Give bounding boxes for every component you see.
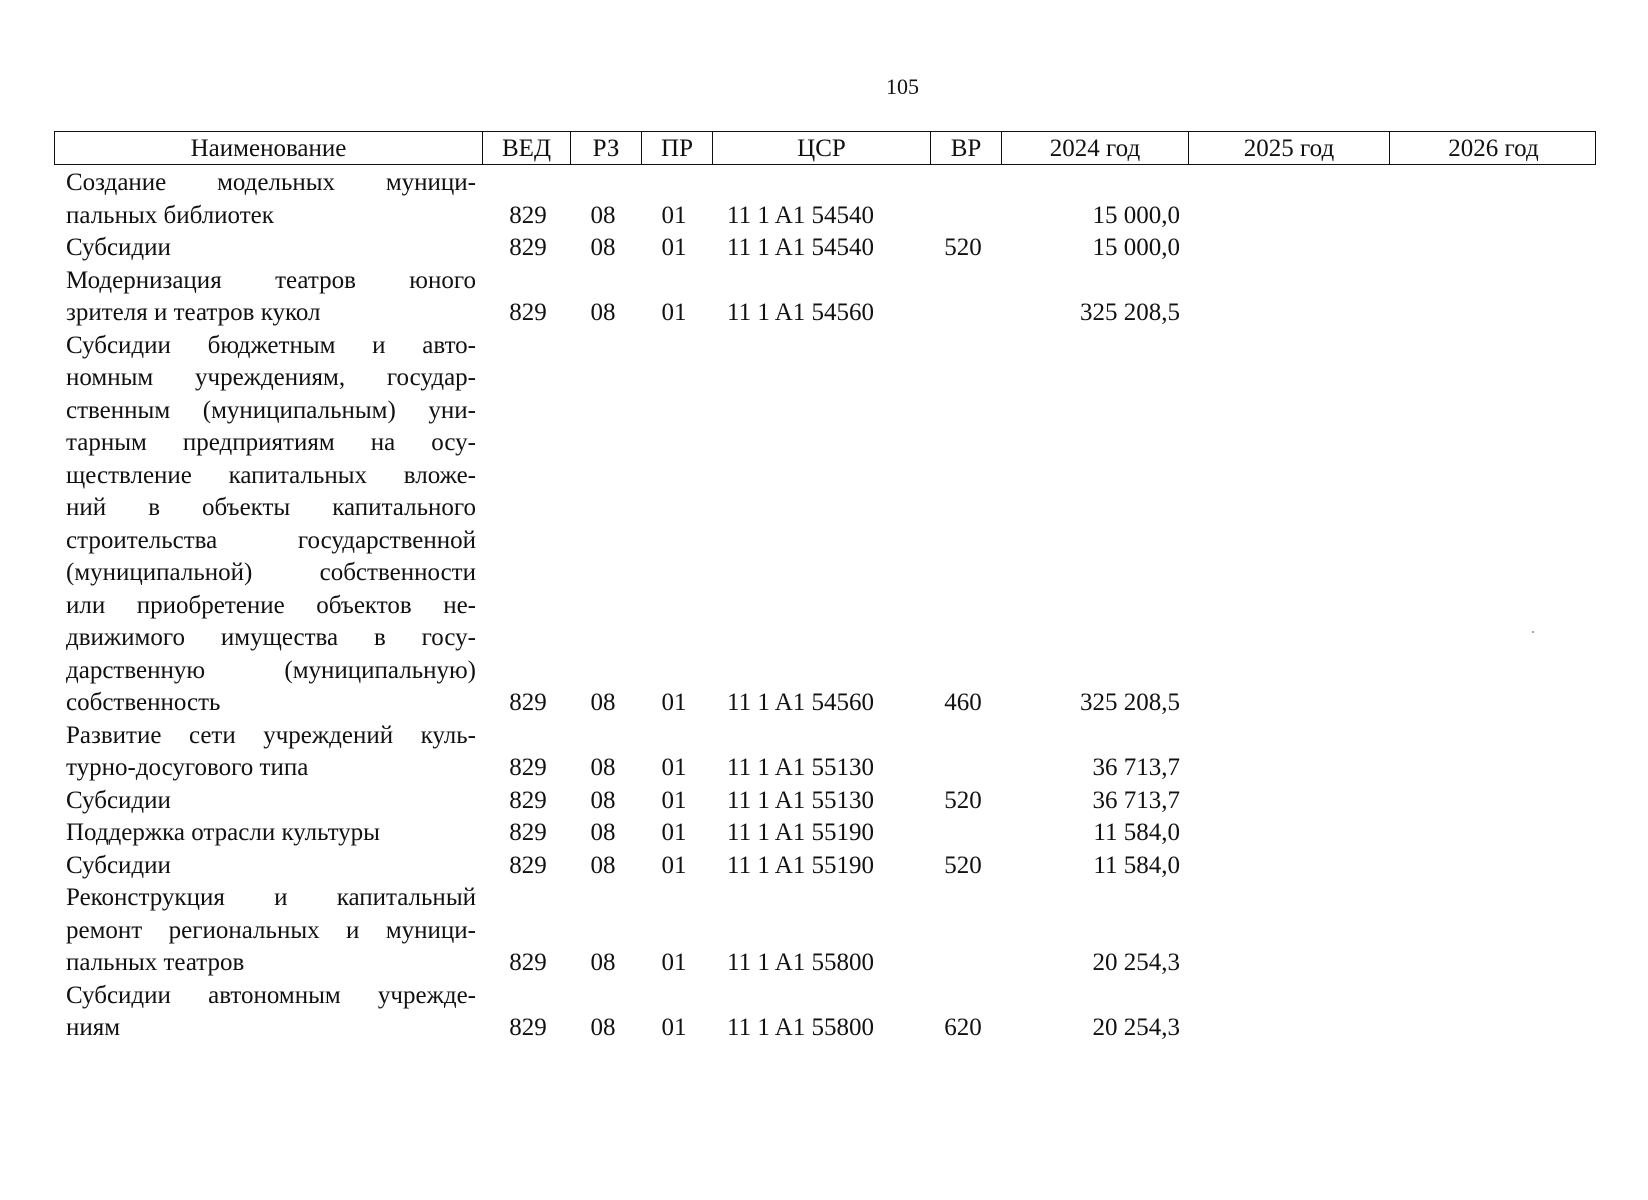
row-rz: 08 (590, 949, 616, 976)
row-2024-amount: 15 000,0 (1092, 234, 1180, 261)
row-ved: 829 (509, 201, 547, 229)
row-csr: 11 1 A1 55130 (727, 754, 874, 781)
row-rz: 08 (590, 819, 616, 846)
header-csr: ЦСР (713, 132, 931, 164)
header-name: Наименование (55, 132, 483, 164)
row-name-line: пальных библиотек (66, 201, 274, 229)
row-name-line: ществление капитальных вложе- (66, 461, 476, 489)
row-name-line: пальных театров (66, 949, 245, 976)
row-name (66, 232, 476, 265)
row-name (66, 720, 476, 785)
row-csr: 11 1 A1 54540 (727, 234, 874, 261)
row-csr: 11 1 A1 55190 (727, 851, 874, 879)
row-vr: 460 (944, 689, 982, 716)
row-name-line: ний в объекты капитального (66, 494, 476, 521)
row-pr: 01 (661, 786, 687, 814)
row-pr: 01 (661, 819, 687, 846)
row-name (66, 850, 476, 883)
row-name-line: строительства государственной (66, 526, 476, 554)
row-csr: 11 1 A1 55800 (727, 1014, 874, 1041)
row-name-line: Субсидии бюджетным и авто- (66, 331, 476, 359)
row-name-line: Субсидии автономным учрежде- (66, 981, 476, 1009)
row-csr: 11 1 A1 55800 (727, 949, 874, 976)
row-2024-amount: 11 584,0 (1093, 851, 1180, 879)
row-ved: 829 (509, 689, 547, 716)
row-name-line: зрителя и театров кукол (66, 299, 321, 326)
row-csr: 11 1 A1 55130 (727, 786, 874, 814)
row-ved: 829 (509, 1014, 547, 1041)
row-name-line: или приобретение объектов не- (66, 591, 476, 619)
header-2024: 2024 год (1002, 132, 1189, 164)
header-2025: 2025 год (1189, 132, 1390, 164)
row-vr: 520 (944, 786, 982, 814)
row-name (66, 882, 476, 980)
row-2024-amount: 36 713,7 (1092, 754, 1180, 781)
row-rz: 08 (590, 786, 616, 814)
scan-speck (1532, 631, 1534, 633)
row-name (66, 785, 476, 818)
row-pr: 01 (661, 689, 687, 716)
row-name (66, 817, 476, 850)
row-rz: 08 (590, 689, 616, 716)
row-pr: 01 (661, 1014, 687, 1041)
header-rz: РЗ (571, 132, 642, 164)
row-name-line: движимого имущества в госу- (66, 624, 476, 651)
row-pr: 01 (661, 754, 687, 781)
row-ved: 829 (509, 754, 547, 781)
row-name-line: ниям (66, 1014, 121, 1041)
row-name (66, 167, 476, 232)
row-vr: 520 (944, 234, 982, 261)
header-ved: ВЕД (483, 132, 571, 164)
row-vr: 620 (944, 1014, 982, 1041)
row-name-line: ремонт региональных и муници- (66, 916, 476, 944)
row-ved: 829 (509, 234, 547, 261)
row-name-line: ственным (муниципальным) уни- (66, 396, 476, 424)
row-name-line: турно-досугового типа (66, 754, 309, 781)
row-2024-amount: 11 584,0 (1093, 819, 1180, 846)
row-vr: 520 (944, 851, 982, 879)
row-csr: 11 1 A1 54560 (727, 689, 874, 716)
row-name-line: номным учреждениям, государ- (66, 364, 476, 391)
row-2024-amount: 20 254,3 (1092, 949, 1180, 976)
row-ved: 829 (509, 819, 547, 846)
row-csr: 11 1 A1 54560 (727, 299, 874, 326)
row-rz: 08 (590, 201, 616, 229)
row-rz: 08 (590, 234, 616, 261)
row-ved: 829 (509, 949, 547, 976)
row-rz: 08 (590, 299, 616, 326)
row-pr: 01 (661, 851, 687, 879)
row-name-line: (муниципальной) собственности (66, 559, 476, 586)
table-header (54, 131, 1596, 165)
row-2024-amount: 325 208,5 (1080, 299, 1180, 326)
header-2026: 2026 год (1448, 134, 1539, 162)
header-vr: ВР (931, 132, 1002, 164)
row-ved: 829 (509, 786, 547, 814)
row-2024-amount: 20 254,3 (1092, 1014, 1180, 1041)
row-pr: 01 (661, 299, 687, 326)
row-ved: 829 (509, 299, 547, 326)
row-csr: 11 1 A1 54540 (727, 201, 874, 229)
row-name-line: Субсидии (66, 851, 171, 879)
row-name-line: Поддержка отрасли культуры (66, 819, 380, 846)
row-name-line: Модернизация театров юного (66, 266, 476, 294)
row-name (66, 980, 476, 1045)
row-name-line: Субсидии (66, 234, 171, 261)
row-ved: 829 (509, 851, 547, 879)
row-2024-amount: 15 000,0 (1092, 201, 1180, 229)
row-name-line: Реконструкция и капитальный (66, 884, 476, 911)
row-name-line: дарственную (муниципальную) (66, 656, 476, 684)
row-2024-amount: 36 713,7 (1092, 786, 1180, 814)
row-pr: 01 (661, 949, 687, 976)
row-pr: 01 (661, 201, 687, 229)
row-csr: 11 1 A1 55190 (727, 819, 874, 846)
row-name (66, 330, 476, 720)
row-rz: 08 (590, 1014, 616, 1041)
row-rz: 08 (590, 851, 616, 879)
row-2024-amount: 325 208,5 (1080, 689, 1180, 716)
row-name-line: Создание модельных муници- (66, 169, 476, 196)
row-name-line: Развитие сети учреждений куль- (66, 721, 476, 749)
row-name-line: Субсидии (66, 786, 171, 814)
row-rz: 08 (590, 754, 616, 781)
header-pr: ПР (642, 132, 713, 164)
row-name-line: тарным предприятиям на осу- (66, 429, 476, 456)
row-name-line: собственность (66, 689, 221, 716)
row-name (66, 265, 476, 330)
row-pr: 01 (661, 234, 687, 261)
page-number: 105 (886, 74, 919, 99)
